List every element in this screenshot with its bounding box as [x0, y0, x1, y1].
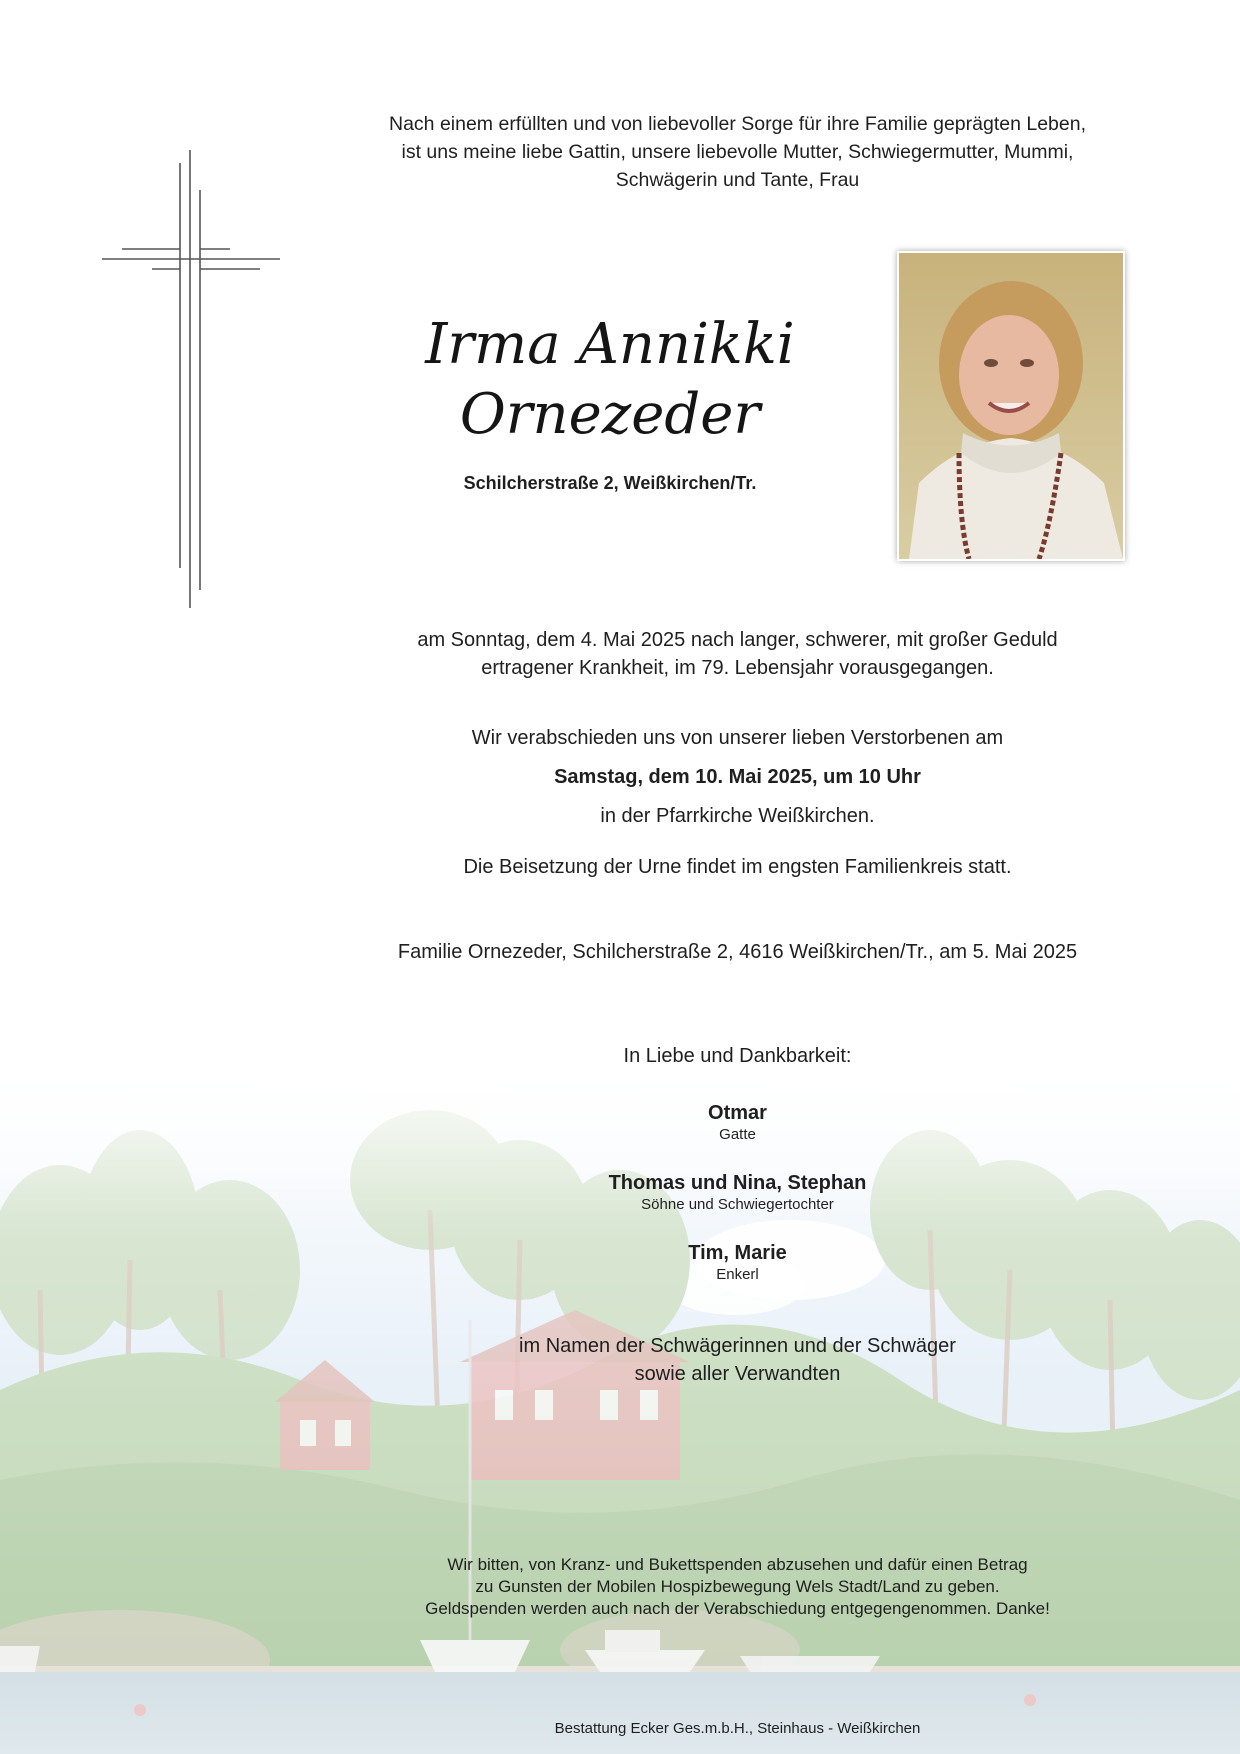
donation-line: Geldspenden werden auch nach der Verabschiedung entgegengenommen. Danke!	[425, 1599, 1050, 1618]
farewell-section	[340, 724, 1135, 881]
intro-line: ist uns meine liebe Gattin, unsere liebevolle Mutter, Schwiegermutter, Mummi,	[401, 141, 1074, 163]
urn-note: Die Beisetzung der Urne findet im engsten Familienkreis statt.	[463, 856, 1012, 878]
intro-line: Nach einem erfüllten und von liebevoller Sorge für ihre Familie geprägten Leben,	[389, 113, 1086, 135]
death-notice	[340, 626, 1135, 682]
donation-request	[340, 1554, 1135, 1620]
thanks-heading: In Liebe und Dankbarkeit:	[623, 1045, 852, 1067]
donation-line: Wir bitten, von Kranz- und Bukettspenden abzusehen und dafür einen Betrag	[447, 1555, 1028, 1574]
intro-line: Schwägerin und Tante, Frau	[615, 169, 860, 191]
relatives-note	[340, 1332, 1135, 1388]
funeral-date: Samstag, dem 10. Mai 2025, um 10 Uhr	[554, 766, 921, 788]
mourner-entry	[340, 1170, 1135, 1214]
deceased-address: Schilcherstraße 2, Weißkirchen/Tr.	[463, 473, 757, 493]
mourner-role: Enkerl	[716, 1266, 759, 1283]
relatives-line: sowie aller Verwandten	[634, 1363, 841, 1385]
deceased-first-names: Irma Annikki	[425, 312, 795, 377]
intro-text	[340, 110, 1135, 194]
mourner-name: Otmar	[708, 1102, 767, 1124]
deceased-name	[410, 310, 810, 450]
death-line: am Sonntag, dem 4. Mai 2025 nach langer, schwerer, mit großer Geduld	[417, 629, 1058, 651]
family-line: Familie Ornezeder, Schilcherstraße 2, 4616 Weißkirchen/Tr., am 5. Mai 2025	[397, 941, 1078, 963]
funeral-location: in der Pfarrkirche Weißkirchen.	[600, 805, 875, 827]
relatives-line: im Namen der Schwägerinnen und der Schwäger	[519, 1335, 956, 1357]
farewell-intro: Wir verabschieden uns von unserer lieben Verstorbenen am	[471, 727, 1004, 749]
cross-icon	[98, 150, 284, 608]
death-line: ertragener Krankheit, im 79. Lebensjahr vorausgegangen.	[481, 657, 994, 679]
mourners-list	[340, 1100, 1135, 1310]
mourner-role: Söhne und Schwiegertochter	[641, 1196, 834, 1213]
mourner-entry	[340, 1100, 1135, 1144]
donation-line: zu Gunsten der Mobilen Hospizbewegung Wels Stadt/Land zu geben.	[475, 1577, 1000, 1596]
portrait-photo	[897, 251, 1125, 561]
mourner-role: Gatte	[719, 1126, 756, 1143]
undertaker-credit: Bestattung Ecker Ges.m.b.H., Steinhaus - Weißkirchen	[554, 1720, 921, 1737]
mourner-entry	[340, 1240, 1135, 1284]
mourner-name: Tim, Marie	[688, 1242, 787, 1264]
deceased-surname: Ornezeder	[459, 382, 761, 447]
mourner-name: Thomas und Nina, Stephan	[608, 1172, 867, 1194]
